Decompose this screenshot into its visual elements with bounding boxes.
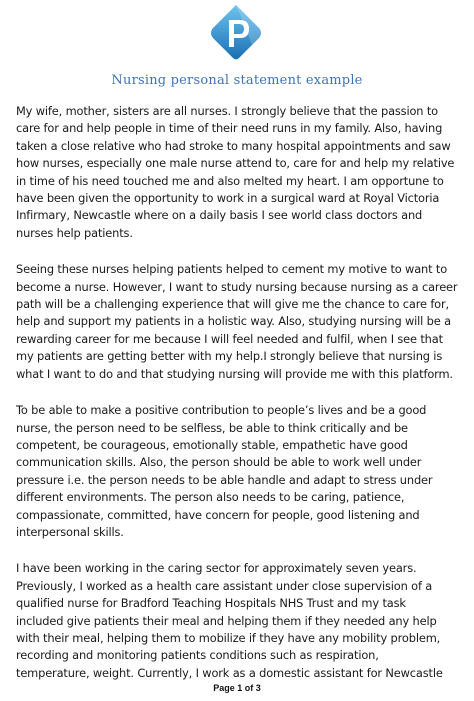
text-line: care for and help people in time of their need runs in my family. Also, having (16, 121, 443, 136)
text-line: compassionate, committed, have concern for people, good listening and (16, 507, 420, 522)
text-line: competent, be courageous, emotionally stable, empathetic have good (16, 437, 408, 452)
text-line: path will be a challenging experience that will give me the chance to care for, (16, 297, 449, 312)
text-line: communication skills. Also, the person should be able to work well under (16, 455, 422, 470)
text-line: with their meal, helping them to mobilize if they have any mobility problem, (16, 630, 441, 645)
text-line: in time of his need touched me and also melted my heart. I am opportune to (16, 173, 444, 188)
text-line: nurses help patients. (16, 225, 133, 240)
text-line: rewarding career for me because I will feel needed and fulfil, when I see that (16, 331, 443, 346)
paragraph-3 (16, 402, 464, 541)
document-title: Nursing personal statement example (111, 73, 363, 88)
text-line: To be able to make a positive contribution to people’s lives and be a good (16, 403, 427, 418)
text-line: Infirmary, Newcastle where on a daily basis I see world class doctors and (16, 208, 423, 223)
text-line: qualified nurse for Bradford Teaching Hospitals NHS Trust and my task (16, 596, 406, 611)
text-line: my patients are getting better with my help.I strongly believe that nursing is (16, 349, 443, 364)
text-line: have been given the opportunity to work in a surgical ward at Royal Victoria (16, 191, 440, 206)
paragraph-2 (16, 261, 464, 383)
text-line: taken a close relative who had stroke to many hospital appointments and saw (16, 138, 451, 153)
text-line: interpersonal skills. (16, 524, 124, 539)
text-line: Previously, I worked as a health care assistant under close supervision of a (16, 578, 433, 593)
text-line: different environments. The person also needs to be caring, patience, (16, 490, 405, 505)
page-number: Page 1 of 3 (213, 683, 261, 693)
text-line: I have been working in the caring sector for approximately seven years. (16, 561, 417, 576)
text-line: Seeing these nurses helping patients helped to cement my motive to want to (16, 262, 448, 277)
text-line: help and support my patients in a holistic way. Also, studying nursing will be a (16, 314, 451, 329)
p-letter-logo-icon (207, 2, 265, 64)
paragraph-1 (16, 103, 464, 242)
text-line: My wife, mother, sisters are all nurses. I strongly believe that the passion to (16, 104, 438, 118)
text-line: what I want to do and that studying nursing will provide me with this platform. (16, 366, 453, 381)
text-line: become a nurse. However, I want to study nursing because nursing as a career (16, 279, 458, 294)
text-line: how nurses, especially one male nurse attend to, care for and help my relative (16, 156, 455, 171)
document-body (16, 103, 464, 701)
text-line: pressure i.e. the person needs to be able handle and adapt to stress under (16, 472, 433, 487)
text-line: included give patients their meal and helping them if they needed any help (16, 613, 437, 628)
text-line: recording and monitoring patients conditions such as respiration, (16, 648, 379, 663)
text-line: nurse, the person need to be selfless, be able to think critically and be (16, 420, 408, 435)
text-line: temperature, weight. Currently, I work as a domestic assistant for Newcastle (16, 665, 443, 680)
paragraph-4 (16, 560, 464, 682)
